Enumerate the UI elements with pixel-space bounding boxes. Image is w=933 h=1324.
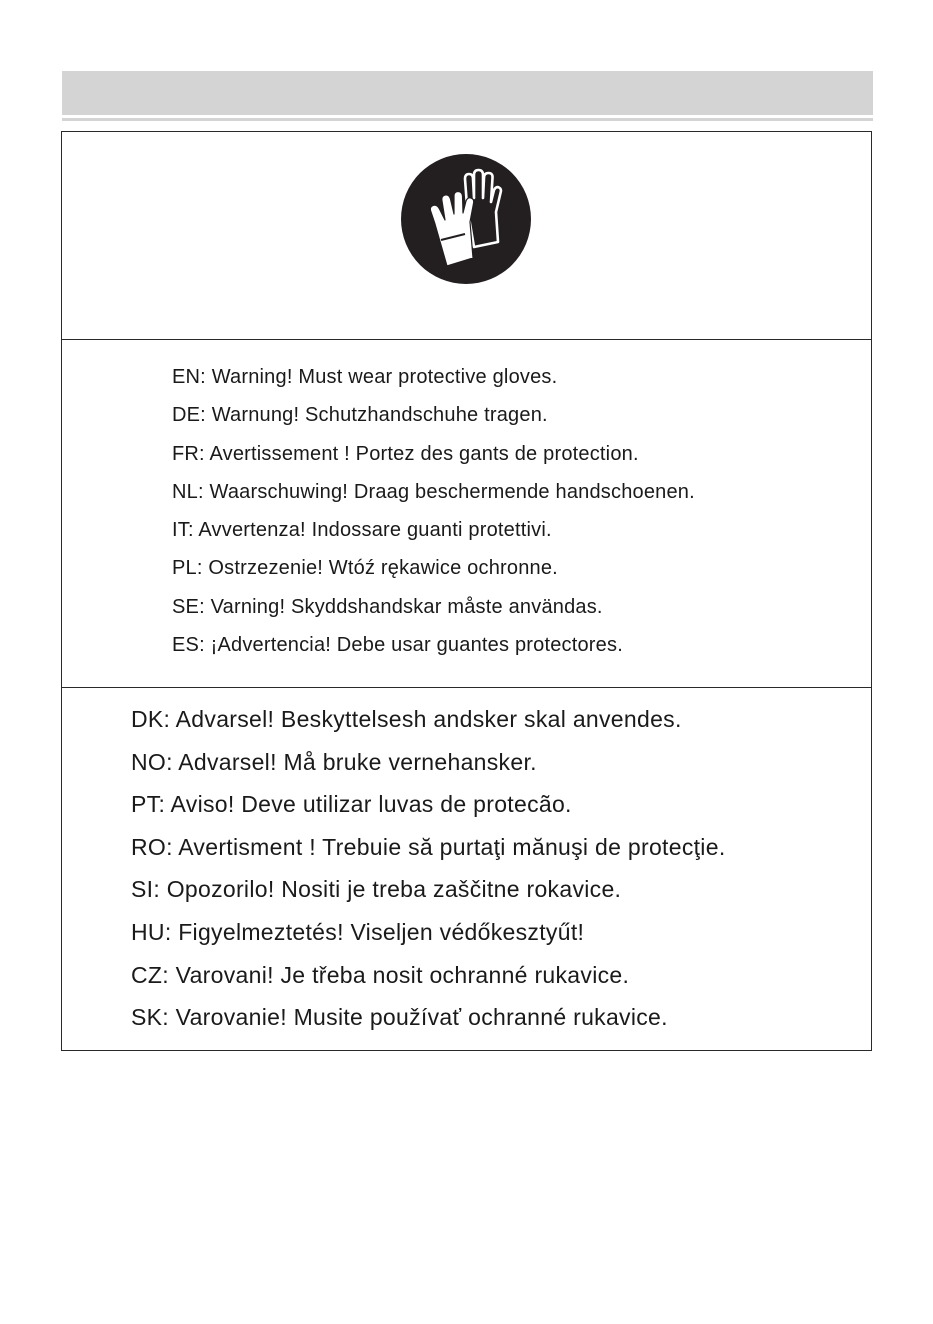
warning-no: NO: Advarsel! Må bruke vernehansker.	[131, 748, 537, 775]
protective-gloves-icon	[401, 154, 531, 284]
warning-de: DE: Warnung! Schutzhandschuhe tragen.	[172, 404, 548, 427]
warning-se: SE: Varning! Skyddshandskar måste användas.	[172, 595, 603, 618]
warning-list	[131, 698, 726, 1039]
header-divider	[62, 118, 873, 121]
warning-ro: RO: Avertisment ! Trebuie să purtaţi mănuşi de protecţie.	[131, 833, 726, 860]
warning-cz: CZ: Varovani! Je třeba nosit ochranné rukavice.	[131, 961, 630, 988]
warning-en: EN: Warning! Must wear protective gloves.	[172, 366, 558, 388]
warning-nl: NL: Waarschuwing! Draag beschermende handschoenen.	[172, 480, 695, 503]
warning-pl: PL: Ostrzezenie! Wtóź rękawice ochronne.	[172, 557, 558, 580]
warnings-group-1	[62, 340, 871, 688]
section-header-bar	[62, 71, 873, 115]
warning-dk: DK: Advarsel! Beskyttelsesh andsker skal anvendes.	[131, 706, 682, 732]
warning-list	[172, 358, 695, 664]
warning-fr: FR: Avertissement ! Portez des gants de protection.	[172, 442, 639, 465]
warning-pt: PT: Aviso! Deve utilizar luvas de protecão.	[131, 791, 572, 818]
warning-hu: HU: Figyelmeztetés! Viseljen védőkesztyűt!	[131, 918, 585, 945]
warnings-group-2	[62, 688, 871, 1050]
warning-es: ES: ¡Advertencia! Debe usar guantes protectores.	[172, 634, 623, 657]
warning-sk: SK: Varovanie! Musite používať ochranné rukavice.	[131, 1004, 668, 1031]
pictogram-section	[62, 132, 871, 340]
safety-warning-box	[61, 131, 872, 1051]
warning-it: IT: Avvertenza! Indossare guanti protettivi.	[172, 519, 552, 542]
warning-si: SI: Opozorilo! Nositi je treba zaščitne rokavice.	[131, 876, 622, 903]
